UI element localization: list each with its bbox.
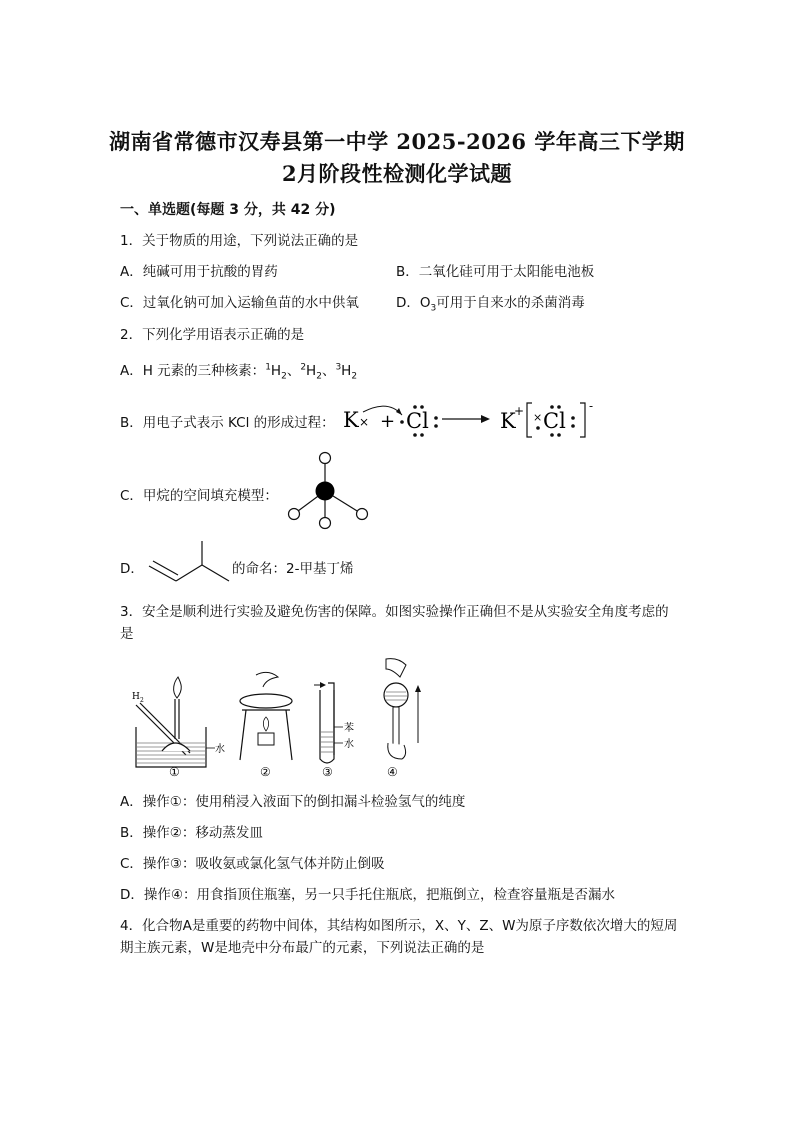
hydrogen-atom (320, 453, 331, 464)
benzene-label: 苯 (344, 723, 354, 734)
q3-option-b: B．操作②：移动蒸发皿 (120, 825, 263, 841)
kcl-electron-diagram (340, 395, 610, 445)
inverted-funnel (162, 743, 190, 751)
cl-ion-symbol: Cl (543, 409, 566, 433)
hydrogen-atom (357, 509, 368, 520)
q2-option-d-label: D． (120, 561, 144, 577)
q3-option-a: A．操作①：使用稍浸入液面下的倒扣漏斗检验氢气的纯度 (120, 794, 466, 810)
cl-symbol: Cl (406, 409, 429, 433)
h2-subscript: 2 (140, 697, 144, 704)
figure-label-3: ③ (322, 765, 333, 779)
alcohol-lamp (258, 733, 274, 745)
figure-label-1: ① (169, 765, 180, 779)
q1-option-c: C．过氧化钠可加入运输鱼苗的水中供氧 (120, 295, 359, 311)
evaporating-dish (240, 694, 292, 708)
q1-option-d: D．$O_3$可用于自来水的杀菌消毒 (396, 295, 585, 314)
methane-model (282, 450, 374, 534)
plus-sign: + (380, 411, 396, 432)
volumetric-flask (384, 683, 408, 707)
k-symbol: K (343, 408, 359, 432)
q2-stem: 2．下列化学用语表示正确的是 (120, 327, 305, 343)
cl-cross-electron: × (533, 411, 543, 424)
q3-experiment-figures (118, 655, 430, 780)
cl-charge: - (589, 399, 594, 413)
title-line-1: 湖南省常德市汉寿县第一中学 2025-2026 学年高三下学期 (109, 129, 685, 154)
hand-icon (256, 672, 278, 687)
hand-top-icon (386, 659, 406, 677)
hydrogen-atom (289, 509, 300, 520)
q1-stem: 1．关于物质的用途，下列说法正确的是 (120, 233, 359, 249)
q1-option-a: A．纯碱可用于抗酸的胃药 (120, 264, 278, 280)
figure-label-2: ② (260, 765, 271, 779)
q3-option-d: D．操作④：用食指顶住瓶塞，另一只手托住瓶底，把瓶倒立，检查容量瓶是否漏水 (120, 887, 615, 903)
title-line-2: 2月阶段性检测化学试题 (281, 161, 513, 186)
hydrogen-atom (320, 518, 331, 529)
skeletal-formula (145, 538, 235, 584)
section-heading: 一、单选题(每题 3 分，共 42 分) (120, 202, 336, 218)
k-ion-symbol: K (500, 409, 516, 433)
q2-option-c-label: C．甲烷的空间填充模型： (120, 488, 278, 504)
k-charge: + (514, 404, 525, 418)
figure-label-4: ④ (387, 765, 398, 779)
water-label-1: 水 (215, 744, 225, 755)
flame (174, 677, 182, 698)
q2-option-d-text: 的命名：2-甲基丁烯 (232, 561, 354, 577)
q3-option-c: C．操作③：吸收氨或氯化氢气体并防止倒吸 (120, 856, 385, 872)
hand-bottom-icon (388, 743, 406, 759)
q4-stem: 4．化合物A是重要的药物中间体，其结构如图所示，X、Y、Z、W为原子序数依次增大的短周期主族元素，W是地壳中分布最广的元素，下列说法正确的是 (120, 918, 678, 956)
q1-option-b: B．二氧化硅可用于太阳能电池板 (396, 264, 595, 280)
h2-label: H (132, 692, 140, 702)
up-arrow-icon (415, 685, 421, 692)
flame-icon (263, 717, 268, 731)
electron-cross: × (359, 415, 370, 429)
gas-inlet-tube (328, 683, 334, 755)
q2-option-b-label: B．用电子式表示 KCl 的形成过程： (120, 415, 335, 431)
q2-option-a: A．H 元素的三种核素：$^1H_2$、$^2H_2$、$^3H_2$ (120, 362, 358, 382)
carbon-atom (316, 482, 335, 501)
q3-stem: 3．安全是顺利进行实验及避免伤害的保障。如图实验操作正确但不是从实验安全角度考虑的是 (120, 604, 669, 642)
water-label-2: 水 (344, 739, 354, 750)
